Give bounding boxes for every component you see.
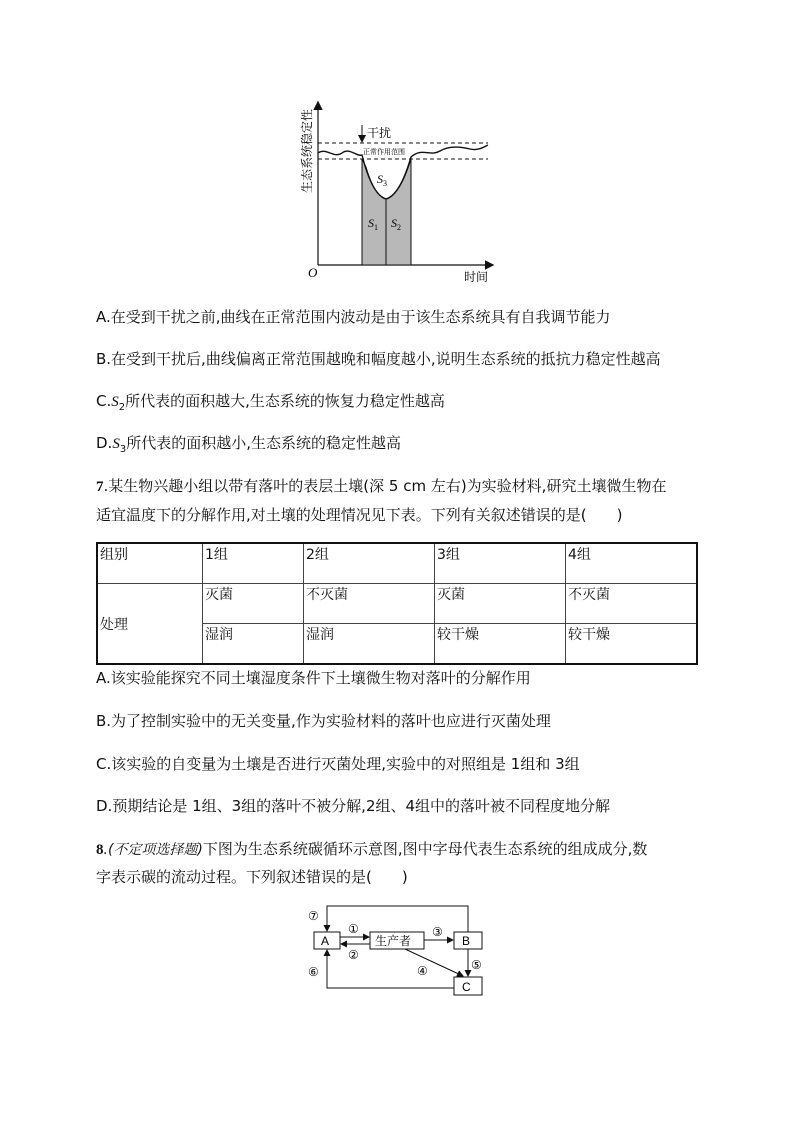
table-cell: 灭菌: [435, 584, 566, 624]
table-cell: 灭菌: [203, 584, 304, 624]
num-7: ⑦: [308, 909, 319, 923]
table-header-cell: 4组: [566, 543, 698, 584]
q6-option-b: B.在受到干扰后,曲线偏离正常范围越晚和幅度越小,说明生态系统的抵抗力稳定性越高: [96, 350, 661, 368]
q6-option-a: A.在受到干扰之前,曲线在正常范围内波动是由于该生态系统具有自我调节能力: [96, 308, 611, 326]
num-1: ①: [348, 922, 359, 936]
s1-label: $S_1$: [368, 216, 378, 232]
y-axis-label: 生态系统稳定性: [300, 108, 314, 193]
q7-stem-line1: 7.某生物兴趣小组以带有落叶的表层土壤(深 5 cm 左右)为实验材料,研究土壤微生物在: [96, 477, 667, 495]
q6-option-c: $C.S_2$所代表的面积越大,生态系统的恢复力稳定性越高: [96, 392, 445, 413]
num-6: ⑥: [308, 965, 319, 979]
label-c: C: [462, 980, 471, 994]
label-a: A: [321, 934, 330, 948]
x-axis-label: 时间: [464, 270, 489, 284]
table-cell: 较干燥: [435, 624, 566, 665]
table-cell: 不灭菌: [304, 584, 435, 624]
table-header-cell: 1组: [203, 543, 304, 584]
arrow-6: [327, 950, 454, 988]
table-header-cell: 3组: [435, 543, 566, 584]
q7-stem-line2: 适宜温度下的分解作用,对土壤的处理情况见下表。下列有关叙述错误的是( ): [96, 506, 623, 524]
num-4: ④: [417, 964, 428, 978]
q7-option-c: C.该实验的自变量为土壤是否进行灭菌处理,实验中的对照组是 1组和 3组: [96, 755, 580, 773]
disturb-label: 干扰: [367, 126, 392, 140]
treatment-table: [96, 542, 698, 665]
area-s2: [386, 159, 411, 265]
arrow-4: [405, 949, 463, 976]
table-header-cell: 2组: [304, 543, 435, 584]
s2-label: $S_2$: [391, 216, 401, 232]
q8-stem-line1: 8.(不定项选择题)下图为生态系统碳循环示意图,图中字母代表生态系统的组成成分,数: [96, 840, 648, 858]
table-cell: 不灭菌: [566, 584, 698, 624]
stability-graph: [290, 95, 510, 290]
label-b: B: [462, 934, 471, 948]
table-cell: 较干燥: [566, 624, 698, 665]
q7-option-d: D.预期结论是 1组、3组的落叶不被分解,2组、4组中的落叶被不同程度地分解: [96, 797, 611, 815]
band-label: 正常作用范围: [363, 148, 405, 156]
num-3: ③: [432, 925, 443, 939]
table-header-cell: 组别: [97, 543, 203, 584]
num-2: ②: [348, 948, 359, 962]
s3-label: $S_3$: [377, 172, 387, 188]
q8-stem-line2: 字表示碳的流动过程。下列叙述错误的是( ): [96, 868, 408, 886]
num-5: ⑤: [471, 958, 482, 972]
table-cell: 湿润: [304, 624, 435, 665]
q6-option-d: $D.S_3$所代表的面积越小,生态系统的稳定性越高: [96, 434, 401, 455]
table-cell: 湿润: [203, 624, 304, 665]
origin-label: O: [308, 265, 318, 280]
carbon-cycle-diagram: [300, 902, 500, 998]
q7-option-a: A.该实验能探究不同土壤湿度条件下土壤微生物对落叶的分解作用: [96, 669, 531, 687]
label-producer: 生产者: [375, 934, 412, 948]
q7-option-b: B.为了控制实验中的无关变量,作为实验材料的落叶也应进行灭菌处理: [96, 712, 551, 730]
table-row-label: 处理: [97, 584, 203, 665]
